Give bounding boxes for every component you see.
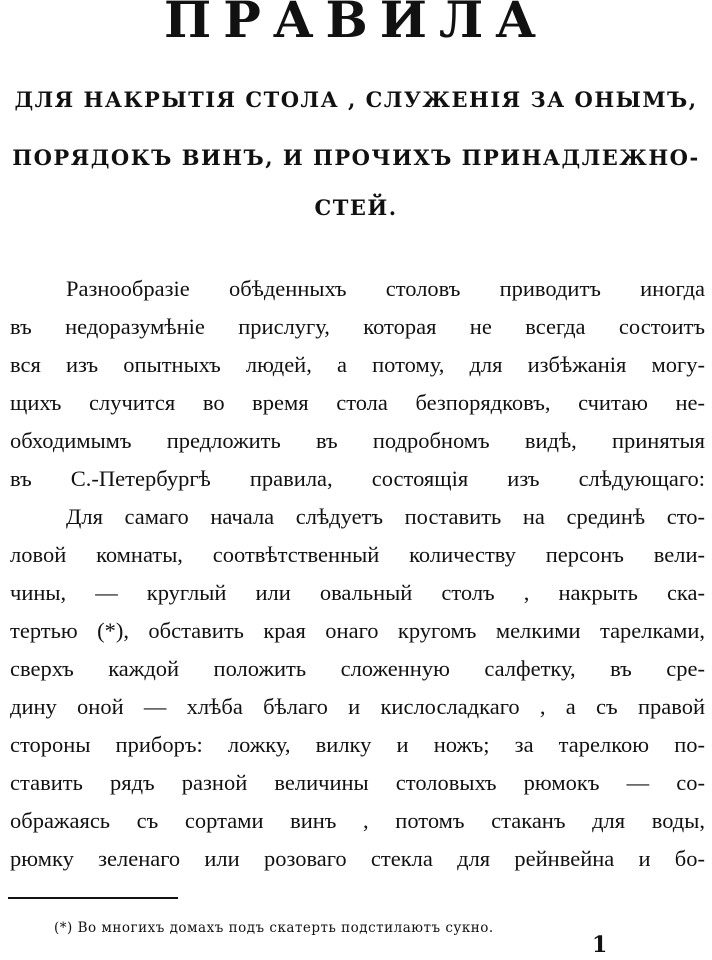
paragraph-line: сверхъ каждой положить сложенную салфетку, въ сре- xyxy=(10,656,705,681)
subtitle-line-2: ПОРЯДОКЪ ВИНЪ, И ПРОЧИХЪ ПРИНАДЛЕЖНО- xyxy=(12,145,700,170)
footnote-divider xyxy=(8,897,178,899)
paragraph-line: въ С.-Петербургѣ правила, состоящія изъ слѣдующаго: xyxy=(10,466,705,491)
page-title: ПРАВИЛА xyxy=(164,0,548,40)
footnote: (*) Во многихъ домахъ подъ скатерть подстилаютъ сукно. xyxy=(54,920,494,936)
paragraph-line: рюмку зеленаго или розоваго стекла для рейнвейна и бо- xyxy=(10,846,705,871)
paragraph-line: Для самаго начала слѣдуетъ поставить на срединѣ сто- xyxy=(66,504,705,529)
paragraph-line: ставить рядъ разной величины столовыхъ рюмокъ — со- xyxy=(10,770,705,795)
paragraph-line: ловой комнаты, соотвѣтственный количеству персонъ вели- xyxy=(10,542,705,567)
paragraph-line: обходимымъ предложить въ подробномъ видѣ, принятыя xyxy=(10,428,705,453)
subtitle-line-3: СТЕЙ. xyxy=(314,195,398,220)
subtitle-line-1: ДЛЯ НАКРЫТІЯ СТОЛА , СЛУЖЕНІЯ ЗА ОНЫМЪ, xyxy=(14,87,698,112)
paragraph-line: Разнообразіе обѣденныхъ столовъ приводитъ иногда xyxy=(66,276,705,301)
paragraph-line: щихъ случится во время стола безпорядковъ, считаю не- xyxy=(10,390,705,415)
paragraph-line: тертью (*), обставить края онаго кругомъ мелкими тарелками, xyxy=(10,618,705,643)
page-number: 1 xyxy=(592,932,608,958)
paragraph-line: дину оной — хлѣба бѣлаго и кислосладкаго , а съ правой xyxy=(10,694,705,719)
paragraph-line: ображаясь съ сортами винъ , потомъ стаканъ для воды, xyxy=(10,808,705,833)
paragraph-line: въ недоразумѣніе прислугу, которая не всегда состоитъ xyxy=(10,314,705,339)
paragraph-line: вся изъ опытныхъ людей, а потому, для избѣжанія могу- xyxy=(10,352,705,377)
paragraph-line: чины, — круглый или овальный столъ , накрыть ска- xyxy=(10,580,705,605)
paragraph-line: стороны приборъ: ложку, вилку и ножъ; за тарелкою по- xyxy=(10,732,705,757)
